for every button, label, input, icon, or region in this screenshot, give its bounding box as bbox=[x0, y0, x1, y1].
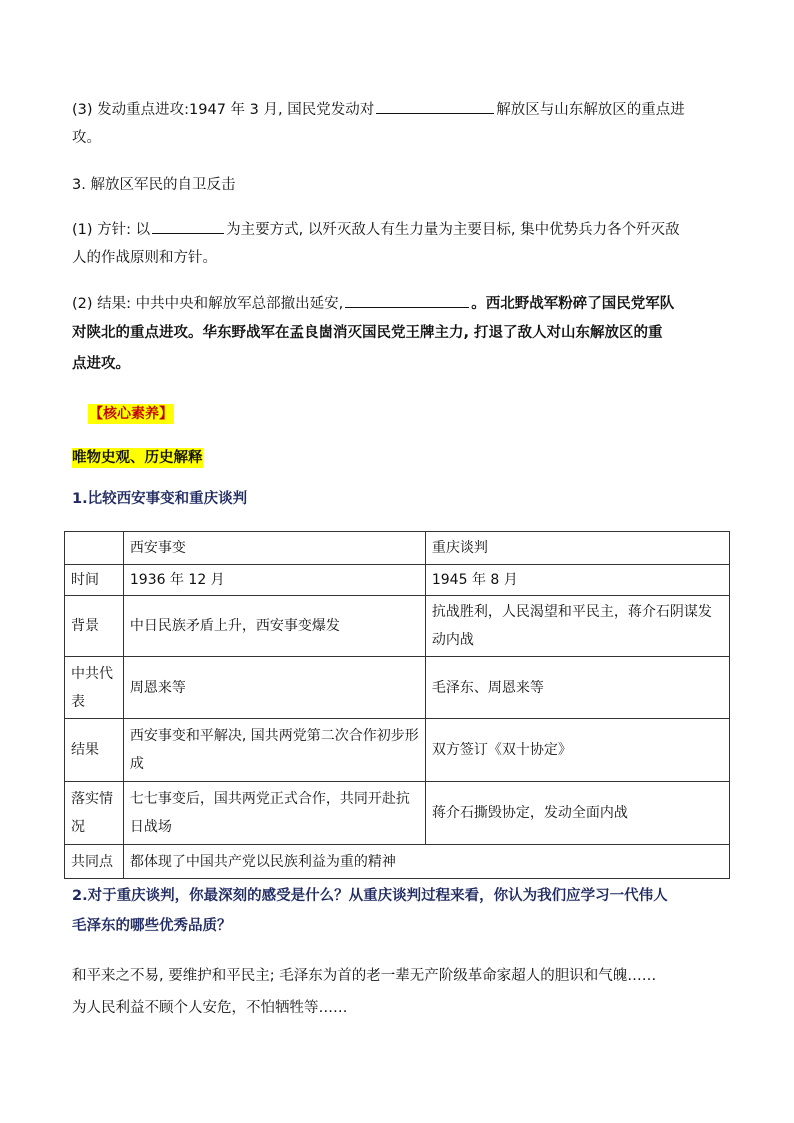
result-line-2 bbox=[72, 323, 663, 343]
table-cell: 中日民族矛盾上升，西安事变爆发 bbox=[123, 596, 425, 657]
table-cell: 西安事变 bbox=[123, 532, 425, 565]
text: (2) 结果: 中共中央和解放军总部撤出延安, bbox=[72, 296, 344, 312]
answer-line-1: 和平来之不易, 要维护和平民主; 毛泽东为首的老一辈无产阶级革命家超人的胆识和气魄…… bbox=[72, 968, 657, 984]
text: 攻。 bbox=[72, 130, 101, 146]
row-label: 共同点 bbox=[65, 845, 124, 879]
table-cell: 周恩来等 bbox=[123, 657, 425, 719]
row-label: 中共代表 bbox=[65, 657, 124, 719]
answer-blank[interactable] bbox=[152, 218, 224, 234]
table-row bbox=[65, 596, 730, 657]
paragraph-3-line-2 bbox=[72, 128, 101, 148]
answer-blank[interactable] bbox=[345, 292, 469, 308]
table-cell: 1936 年 12 月 bbox=[123, 565, 425, 596]
text: 人的作战原则和方针。 bbox=[72, 250, 217, 266]
table-row bbox=[65, 782, 730, 845]
heading-text: 3. 解放区军民的自卫反击 bbox=[72, 177, 236, 193]
table-cell: 都体现了中国共产党以民族利益为重的精神 bbox=[123, 845, 729, 879]
table-row-common bbox=[65, 845, 730, 879]
table-cell: 西安事变和平解决, 国共两党第二次合作初步形成 bbox=[123, 719, 425, 782]
text: 解放区与山东解放区的重点进 bbox=[496, 102, 685, 118]
section-heading-3 bbox=[72, 175, 235, 195]
table-cell: 1945 年 8 月 bbox=[425, 565, 729, 596]
table-row bbox=[65, 719, 730, 782]
table-row bbox=[65, 657, 730, 719]
question-2-line-2: 毛泽东的哪些优秀品质？ bbox=[72, 918, 232, 934]
policy-line-2 bbox=[72, 248, 217, 268]
row-label: 结果 bbox=[65, 719, 124, 782]
question-1: 1.比较西安事变和重庆谈判 bbox=[72, 491, 248, 507]
answer-blank[interactable] bbox=[376, 98, 494, 114]
table-cell: 蒋介石撕毁协定，发动全面内战 bbox=[425, 782, 729, 845]
text: 。西北野战军粉碎了国民党军队 bbox=[471, 296, 675, 312]
table-header-row bbox=[65, 532, 730, 565]
text: (1) 方针: 以 bbox=[72, 222, 151, 238]
table-cell: 毛泽东、周恩来等 bbox=[425, 657, 729, 719]
table-cell: 双方签订《双十协定》 bbox=[425, 719, 729, 782]
paragraph-3-line-1 bbox=[72, 98, 685, 120]
text: 为主要方式, 以歼灭敌人有生力量为主要目标, 集中优势兵力各个歼灭敌 bbox=[226, 222, 680, 238]
table-cell: 重庆谈判 bbox=[425, 532, 729, 565]
table-cell bbox=[65, 532, 124, 565]
table-cell: 抗战胜利，人民渴望和平民主，蒋介石阴谋发动内战 bbox=[425, 596, 729, 657]
table-row bbox=[65, 565, 730, 596]
result-line-1 bbox=[72, 292, 674, 314]
row-label: 背景 bbox=[65, 596, 124, 657]
highlight-heading: 唯物史观、历史解释 bbox=[72, 450, 203, 466]
policy-line-1 bbox=[72, 218, 680, 240]
answer-line-2: 为人民利益不顾个人安危，不怕牺牲等…… bbox=[72, 1000, 348, 1016]
row-label: 落实情况 bbox=[65, 782, 124, 845]
text: 点进攻。 bbox=[72, 356, 130, 372]
text: 对陕北的重点进攻。华东野战军在孟良崮消灭国民党王牌主力, 打退了敌人对山东解放区的重 bbox=[72, 325, 663, 341]
core-literacy-tag: 【核心素养】 bbox=[89, 406, 173, 422]
question-2-line-1: 2.对于重庆谈判，你最深刻的感受是什么？从重庆谈判过程来看，你认为我们应学习一代伟人 bbox=[72, 888, 668, 904]
text: (3) 发动重点进攻:1947 年 3 月, 国民党发动对 bbox=[72, 102, 375, 118]
comparison-table bbox=[64, 531, 730, 879]
table-cell: 七七事变后，国共两党正式合作，共同开赴抗日战场 bbox=[123, 782, 425, 845]
row-label: 时间 bbox=[65, 565, 124, 596]
result-line-3 bbox=[72, 354, 130, 374]
